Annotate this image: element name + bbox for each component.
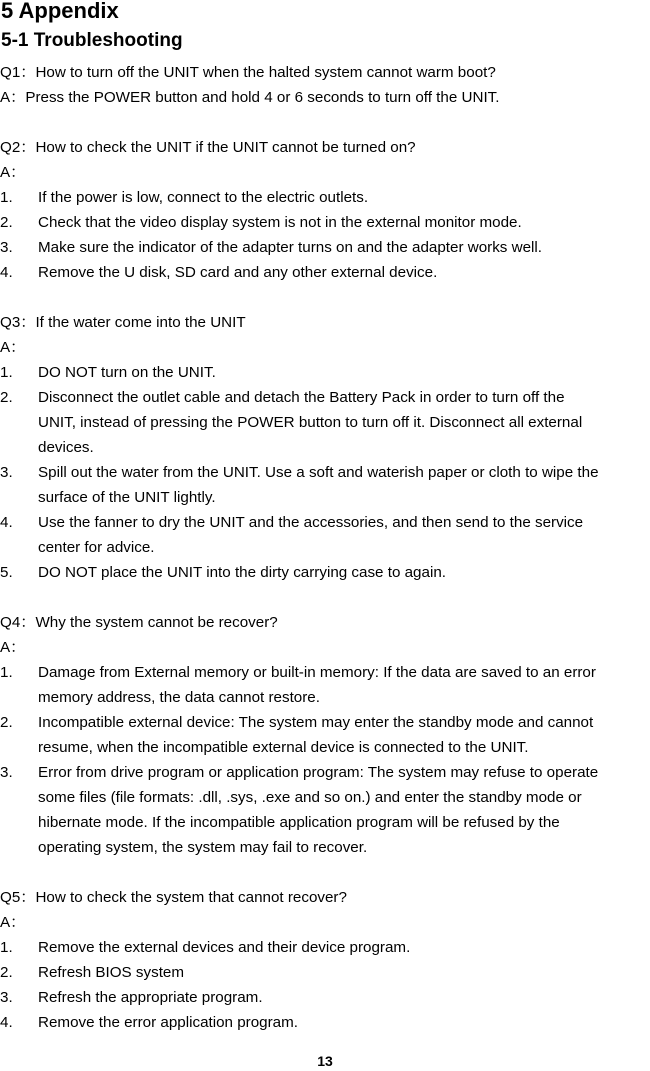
list-item-number: 5.: [0, 564, 13, 581]
answer: A：Press the POWER button and hold 4 or 6 seconds to turn off the UNIT.: [0, 89, 500, 106]
answer-list: [0, 185, 650, 285]
answer: A：: [0, 339, 26, 356]
list-item-number: 3.: [0, 989, 13, 1006]
list-item-text: Remove the external devices and their device program.: [38, 939, 411, 956]
list-item: [0, 960, 650, 985]
list-item-number: 4.: [0, 264, 13, 281]
list-item: [0, 710, 650, 760]
list-item: [0, 935, 650, 960]
answer: A：: [0, 639, 26, 656]
list-item-text: Disconnect the outlet cable and detach the Battery Pack in order to turn off the: [38, 389, 565, 406]
list-item: [0, 760, 650, 860]
list-item: [0, 185, 650, 210]
answer-list: [0, 935, 650, 1035]
list-item-number: 2.: [0, 214, 13, 231]
list-item-text: Incompatible external device: The system may enter the standby mode and cannot: [38, 714, 594, 731]
list-item-text: Error from drive program or application program: The system may refuse to operate: [38, 764, 599, 781]
question: Q2：How to check the UNIT if the UNIT cannot be turned on?: [0, 139, 416, 156]
list-item-number: 2.: [0, 714, 13, 731]
qa-block: [0, 60, 650, 110]
answer-list: [0, 360, 650, 585]
list-item-text: hibernate mode. If the incompatible application program will be refused by the: [38, 814, 560, 831]
list-item: [0, 560, 650, 585]
list-item-text: some files (file formats: .dll, .sys, .exe and so on.) and enter the standby mode or: [38, 789, 582, 806]
list-item-text: Make sure the indicator of the adapter turns on and the adapter works well.: [38, 239, 543, 256]
list-item-number: 3.: [0, 764, 13, 781]
troubleshooting-list: [0, 60, 650, 1060]
page-number: 13: [317, 1053, 333, 1069]
subsection-heading: 5-1 Troubleshooting: [1, 30, 183, 51]
list-item: [0, 210, 650, 235]
list-item: [0, 1010, 650, 1035]
list-item-text: DO NOT place the UNIT into the dirty carrying case to again.: [38, 564, 446, 581]
list-item: [0, 260, 650, 285]
list-item-text: surface of the UNIT lightly.: [38, 489, 216, 506]
list-item: [0, 660, 650, 710]
answer: A：: [0, 164, 26, 181]
list-item-text: Refresh the appropriate program.: [38, 989, 263, 1006]
question: Q3：If the water come into the UNIT: [0, 314, 246, 331]
list-item: [0, 460, 650, 510]
list-item-number: 1.: [0, 664, 13, 681]
question: Q5：How to check the system that cannot recover?: [0, 889, 347, 906]
list-item: [0, 385, 650, 460]
list-item-number: 1.: [0, 364, 13, 381]
list-item-number: 3.: [0, 464, 13, 481]
list-item-text: resume, when the incompatible external device is connected to the UNIT.: [38, 739, 529, 756]
list-item-text: Refresh BIOS system: [38, 964, 185, 981]
list-item-number: 2.: [0, 964, 13, 981]
list-item-text: Use the fanner to dry the UNIT and the accessories, and then send to the service: [38, 514, 584, 531]
qa-block: [0, 310, 650, 585]
list-item-number: 1.: [0, 939, 13, 956]
answer-list: [0, 660, 650, 860]
list-item-text: devices.: [38, 439, 94, 456]
list-item-text: If the power is low, connect to the electric outlets.: [38, 189, 369, 206]
list-item: [0, 360, 650, 385]
list-item-number: 2.: [0, 389, 13, 406]
list-item-text: DO NOT turn on the UNIT.: [38, 364, 216, 381]
list-item-text: Check that the video display system is not in the external monitor mode.: [38, 214, 522, 231]
list-item-text: Remove the U disk, SD card and any other external device.: [38, 264, 438, 281]
list-item-text: center for advice.: [38, 539, 155, 556]
section-heading: 5 Appendix: [1, 0, 119, 23]
list-item-number: 1.: [0, 189, 13, 206]
list-item-text: operating system, the system may fail to recover.: [38, 839, 368, 856]
list-item: [0, 235, 650, 260]
list-item-number: 4.: [0, 1014, 13, 1031]
question: Q4：Why the system cannot be recover?: [0, 614, 278, 631]
list-item-text: memory address, the data cannot restore.: [38, 689, 320, 706]
answer: A：: [0, 914, 26, 931]
list-item-text: Remove the error application program.: [38, 1014, 298, 1031]
qa-block: [0, 135, 650, 285]
qa-block: [0, 610, 650, 860]
list-item-text: Damage from External memory or built-in memory: If the data are saved to an error: [38, 664, 596, 681]
qa-block: [0, 885, 650, 1035]
list-item-number: 4.: [0, 514, 13, 531]
list-item-text: UNIT, instead of pressing the POWER button to turn off it. Disconnect all external: [38, 414, 583, 431]
list-item: [0, 510, 650, 560]
list-item-number: 3.: [0, 239, 13, 256]
list-item: [0, 985, 650, 1010]
question: Q1：How to turn off the UNIT when the halted system cannot warm boot?: [0, 64, 496, 81]
list-item-text: Spill out the water from the UNIT. Use a soft and waterish paper or cloth to wipe the: [38, 464, 599, 481]
